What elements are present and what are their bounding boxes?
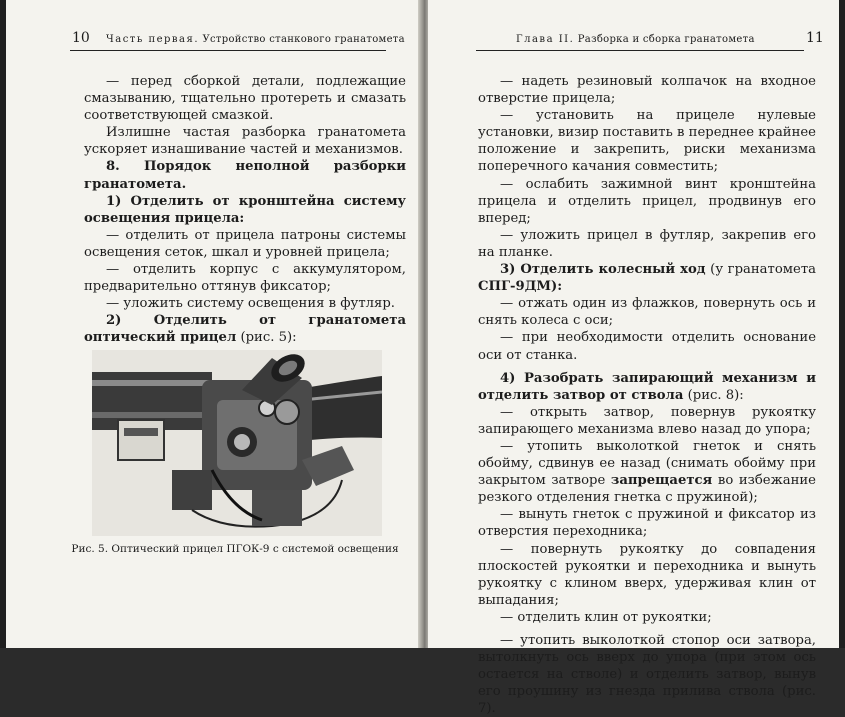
right-item-11: — отделить клин от рукоятки; bbox=[500, 609, 712, 625]
right-item-6: — при необходимости отделить основание оси от станка. bbox=[478, 330, 816, 363]
right-body-text bbox=[478, 73, 816, 717]
right-item-1: — надеть резиновый колпачок на входное отверстие прицела; bbox=[478, 74, 816, 107]
left-header-rule bbox=[70, 50, 386, 51]
right-item-7: — открыть затвор, повернув рукоятку запирающего механизма влево назад до упора; bbox=[478, 404, 816, 437]
left-page bbox=[0, 0, 420, 648]
step4-heading: 4) Разобрать запирающий механизм и отделить затвор от ствола bbox=[478, 370, 816, 403]
page-edge-shadow bbox=[0, 0, 6, 648]
right-item-8-tail: во избежание резкого отделения гнетка с пружиной); bbox=[478, 473, 816, 506]
step3-model: СПГ-9ДМ): bbox=[478, 279, 563, 295]
figure-caption: Рис. 5. Оптический прицел ПГОК-9 с системой освещения bbox=[71, 543, 399, 555]
left-page-number: 10 bbox=[72, 30, 90, 46]
left-paragraph-1: — перед сборкой детали, подлежащие смазыванию, тщательно протереть и смазать соответствующей смазкой. bbox=[84, 74, 406, 124]
right-item-10: — повернуть рукоятку до совпадения плоскостей рукоятки и переходника и вынуть рукоятку с клином вверх, удерживая клин от выпадания; bbox=[478, 541, 816, 608]
step2-suffix: (рис. 5): bbox=[240, 330, 297, 346]
right-page-number: 11 bbox=[806, 30, 824, 46]
left-running-head bbox=[106, 34, 405, 45]
step3-heading: 3) Отделить колесный ход bbox=[500, 262, 706, 278]
left-body-text bbox=[84, 73, 406, 347]
right-item-12: — утопить выколоткой стопор оси затвора, вытолкнуть ось вверх до упора (при этом ось остается на стволе) и отделить затвор, вынув его проушину из гнезда прилива ствола (рис. 7). bbox=[478, 633, 816, 717]
step4-suffix: (рис. 8): bbox=[687, 387, 744, 403]
bold-warning-word: запрещается bbox=[610, 473, 713, 489]
step1-item-2: — отделить корпус с аккумулятором, предварительно оттянув фиксатор; bbox=[84, 262, 406, 295]
right-item-2: — установить на прицеле нулевые установки, визир поставить в переднее крайнее положение и закрепить, риски механизма поперечного качания совместить; bbox=[478, 108, 816, 175]
step2-heading: 2) Отделить от гранатомета оптический прицел bbox=[84, 313, 406, 346]
right-running-head bbox=[516, 34, 755, 45]
section-heading: 8. Порядок неполной разборки гранатомета. bbox=[84, 159, 406, 192]
right-running-head-part: Глава II. bbox=[516, 34, 575, 45]
step3-suffix: (у гранатомета bbox=[710, 262, 816, 278]
step1-heading: 1) Отделить от кронштейна систему освещения прицела: bbox=[84, 193, 406, 226]
right-item-3: — ослабить зажимной винт кронштейна прицела и отделить прицел, продвинув его вперед; bbox=[478, 176, 816, 226]
step1-item-1: — отделить от прицела патроны системы освещения сеток, шкал и уровней прицела; bbox=[84, 227, 406, 260]
step1-item-3: — уложить систему освещения в футляр. bbox=[106, 296, 395, 312]
right-item-5: — отжать один из флажков, повернуть ось и снять колеса с оси; bbox=[478, 296, 816, 329]
right-item-9: — вынуть гнеток с пружиной и фиксатор из отверстия переходника; bbox=[478, 507, 816, 540]
right-item-4: — уложить прицел в футляр, закрепив его на планке. bbox=[478, 227, 816, 260]
left-paragraph-2: Излишне частая разборка гранатомета ускоряет изнашивание частей и механизмов. bbox=[84, 125, 406, 158]
right-item-8: — утопить выколоткой гнеток и снять обойму, сдвинув ее назад (снимать обойму при закрытом затворе bbox=[478, 438, 816, 489]
right-running-head-title: Разборка и сборка гранатомета bbox=[577, 34, 755, 45]
right-header-rule bbox=[476, 50, 804, 51]
optical-sight-figure bbox=[92, 350, 382, 536]
page-edge-shadow bbox=[839, 0, 845, 648]
right-page bbox=[428, 0, 845, 717]
left-running-head-title: Устройство станкового гранатомета bbox=[202, 34, 405, 45]
left-running-head-part: Часть первая. bbox=[106, 34, 200, 45]
